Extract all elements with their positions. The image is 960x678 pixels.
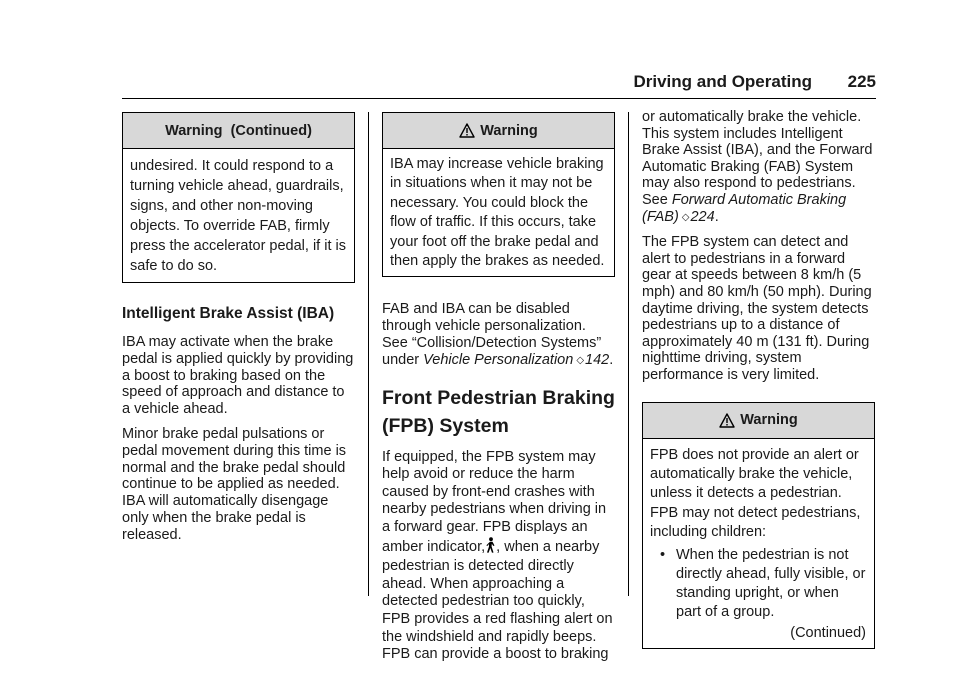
warning-header <box>643 403 874 439</box>
warning-text: IBA may increase vehicle braking in situations when it may not be necessary. You could block the flow of traffic. If this occurs, take your foot off the brake pedal and then apply the brakes as needed. <box>390 156 605 270</box>
warning-box <box>642 402 875 649</box>
text-run: FAB and IBA can be disabled through vehicle personalization. See “Collision/Detection Systems” under <box>382 301 602 368</box>
main-section-title: Front Pedestrian Braking (FPB) System <box>382 386 615 437</box>
warning-header <box>383 113 614 149</box>
pedestrian-icon <box>485 537 496 559</box>
text-run: or automatically brake the vehicle. This system includes Intelligent Brake Assist (IBA), and the Forward Automatic Braking (FAB) System may also respond to pedestrians. See <box>642 109 873 208</box>
warning-text: FPB does not provide an alert or automatically brake the vehicle, unless it detects a pedestrian. FPB may not detect pedestrians, including children: <box>650 446 861 541</box>
warning-title: Warning <box>740 412 798 428</box>
paragraph <box>382 301 615 369</box>
column-2 <box>382 112 615 664</box>
column-divider <box>628 112 629 596</box>
paragraph: Minor brake pedal pulsations or pedal movement during this time is normal and the brake pedal should continue to be applied as needed. IBA will automatically disengage only when the brake pedal is released. <box>122 425 347 543</box>
text-run: , when a nearby pedestrian is detected directly ahead. When approaching a detected pedestrian too quickly, FPB provides a red flashing alert on the windshield and rapidly beeps. FPB can provide a boost to braking <box>382 538 613 663</box>
warning-body <box>643 439 874 648</box>
bullet-item <box>650 546 866 622</box>
page-reference-icon: ◇ <box>681 211 690 223</box>
section-title: Intelligent Brake Assist (IBA) <box>122 305 335 322</box>
warning-text: undesired. It could respond to a turning vehicle ahead, guardrails, signs, and other non-moving objects. To override FAB, firmly press the accelerator pedal, if it is safe to do so. <box>130 158 346 274</box>
column-3 <box>642 109 875 649</box>
cross-reference-link[interactable]: Forward Automatic Braking (FAB) <box>642 191 847 225</box>
text-run: If equipped, the FPB system may help avoid or reduce the harm caused by front-end crashes with nearby pedestrians when driving in a forward gear. FPB displays an amber indicator, <box>382 448 607 555</box>
warning-box-continued <box>122 112 355 283</box>
bullet-icon: • <box>660 546 666 563</box>
page-reference-icon: ◇ <box>576 354 585 366</box>
page-reference[interactable]: 224 <box>690 208 715 225</box>
column-1 <box>122 112 355 544</box>
warning-title: Warning <box>480 122 538 139</box>
warning-triangle-icon <box>719 413 735 428</box>
paragraph: The FPB system can detect and alert to pedestrians in a forward gear at speeds between 8 km/h (5 mph) and 80 km/h (50 mph). During daytime driving, the system detects pedestrians up to a distance of approximately 40 m (131 ft). During nighttime driving, system performance is very limited. <box>642 234 872 383</box>
column-divider <box>368 112 369 596</box>
header-title: Driving and Operating <box>633 72 812 91</box>
page-header <box>122 72 876 99</box>
cross-reference-link[interactable]: Vehicle Personalization <box>423 351 574 368</box>
warning-header <box>123 113 354 149</box>
warning-title: Warning (Continued) <box>165 122 312 139</box>
text-run: . <box>714 208 719 225</box>
warning-body <box>383 149 614 276</box>
paragraph <box>642 109 875 226</box>
page-number: 225 <box>847 72 876 91</box>
warning-triangle-icon <box>459 123 475 138</box>
continued-label: (Continued) <box>790 624 866 641</box>
paragraph: IBA may activate when the brake pedal is applied quickly by providing a boost to braking based on the speed of approach and distance to a vehicle ahead. <box>122 334 354 418</box>
bullet-text: When the pedestrian is not directly ahead, fully visible, or standing upright, or when part of a group. <box>676 546 866 620</box>
paragraph <box>382 449 615 664</box>
text-run: . <box>609 351 614 368</box>
page-reference[interactable]: 142 <box>585 351 610 368</box>
warning-box <box>382 112 615 277</box>
warning-body <box>123 149 354 282</box>
